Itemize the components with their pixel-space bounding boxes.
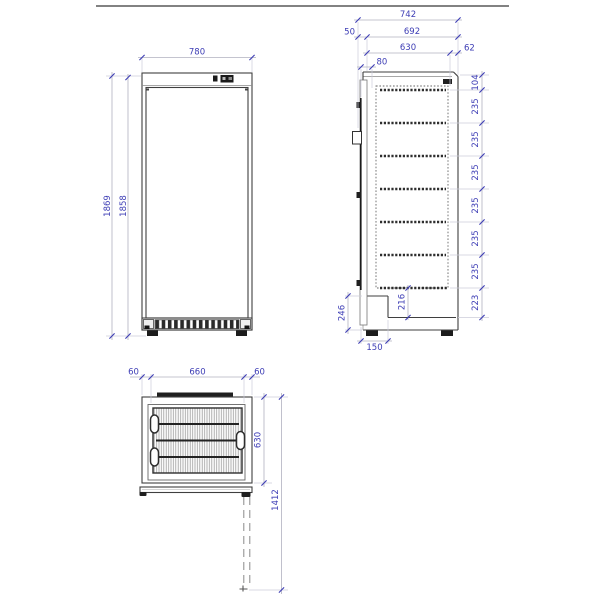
dim-depth-body: 692: [403, 27, 421, 37]
ventilation-grille: [155, 320, 239, 329]
front-door-panel: [146, 88, 248, 319]
control-display: [223, 77, 226, 80]
dim-door-open-depth: 1412: [271, 489, 281, 511]
dim-shelf-spacing-5: 235: [471, 230, 481, 247]
top-view: [128, 368, 288, 595]
rear-spacer-bar: [157, 393, 233, 398]
coil-bend-left: [151, 415, 159, 433]
dim-front-height-body: 1858: [119, 195, 129, 217]
dim-back-offset: 62: [464, 43, 475, 54]
coil-bend-left: [151, 448, 159, 466]
thermostat-led: [213, 76, 218, 82]
side-foot-front: [366, 331, 378, 337]
front-cabinet-outline: [142, 73, 252, 330]
door-handle: [353, 132, 362, 145]
door-hinge-top: [357, 102, 362, 108]
dim-inner-width: 660: [189, 367, 206, 378]
door-hinge-middle: [357, 192, 362, 198]
grille-cap-right-block: [245, 326, 250, 330]
dim-front-height-total: 1869: [103, 195, 113, 217]
front-foot-left: [147, 331, 158, 337]
door-end-cap-left: [140, 492, 147, 496]
interior-liner: [376, 86, 448, 288]
door-hinge-bottom: [357, 280, 362, 286]
dim-shelf-spacing-1: 235: [471, 98, 481, 115]
dim-side-margin-right: 60: [254, 367, 265, 378]
door-corner-left: [147, 89, 150, 91]
dim-top-offset: 80: [376, 57, 388, 68]
dim-compartment-height: 216: [397, 293, 408, 311]
dim-depth-interior: 630: [399, 43, 417, 53]
front-view: [103, 48, 256, 341]
dim-shelf-spacing-7: 223: [471, 294, 481, 311]
dim-shelf-spacing-0: 104: [471, 74, 481, 91]
dim-door-offset: 50: [344, 27, 355, 38]
top-hinge: [443, 79, 452, 84]
dim-recess-depth: 150: [366, 343, 383, 353]
dim-shelf-spacing-4: 235: [471, 197, 481, 214]
dim-shelf-spacing-6: 235: [471, 263, 481, 280]
dimension-ticks: [109, 17, 484, 592]
control-button: [229, 77, 233, 80]
front-foot-right: [236, 331, 247, 337]
grille-cap-left-block: [145, 326, 150, 330]
dim-shelf-spacing-2: 235: [471, 131, 481, 148]
side-foot-back: [441, 331, 453, 337]
dim-recess-height: 246: [337, 304, 348, 322]
side-view: [338, 10, 490, 353]
dim-depth-total: 742: [399, 10, 417, 20]
door-hinge-pivot: [242, 492, 251, 497]
open-door-edge-mark: [240, 586, 248, 592]
dim-side-margin-left: 60: [128, 367, 139, 378]
dim-top-depth: 630: [253, 431, 264, 449]
dim-front-width: 780: [188, 47, 206, 58]
coil-bend-right: [237, 432, 245, 450]
door-corner-right: [245, 89, 248, 91]
dim-shelf-spacing-3: 235: [471, 164, 481, 181]
